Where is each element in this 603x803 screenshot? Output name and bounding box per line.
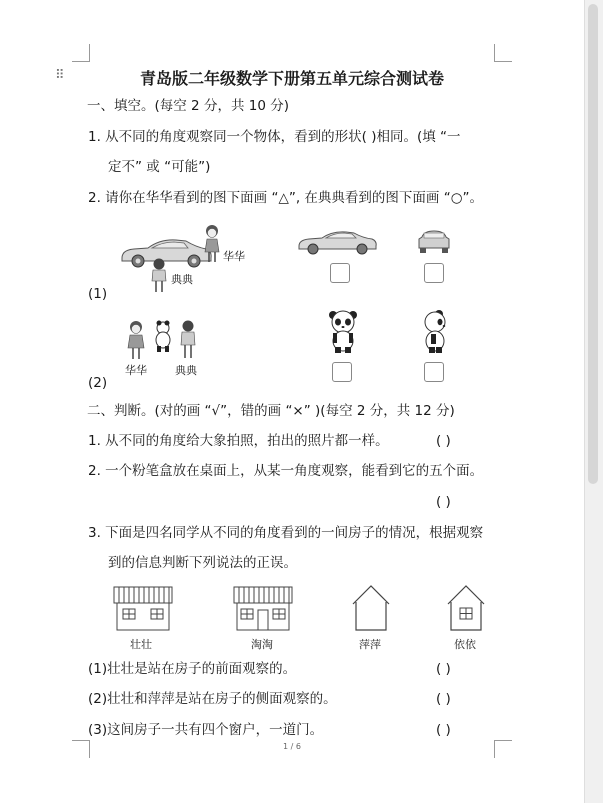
section2-heading: 二、判断。(对的画 “√”，错的画 “×” )(每空 2 分，共 12 分)	[87, 403, 455, 419]
label-huahua-2: 华华	[125, 364, 147, 377]
house-side-view-yiyi	[447, 584, 485, 632]
s2-s2-answer-paren[interactable]: ( )	[436, 691, 451, 707]
answer-box-car-back[interactable]	[424, 263, 444, 283]
label-huahua-1: 华华	[223, 250, 245, 263]
s2-question1: 1. 从不同的角度给大象拍照，拍出的照片都一样。	[88, 433, 389, 449]
house-label-zhuangzhuang: 壮壮	[130, 638, 152, 651]
s2-q2-answer-paren[interactable]: ( )	[436, 494, 451, 510]
s2-question3-line1: 3. 下面是四名同学从不同的角度看到的一间房子的情况，根据观察	[88, 525, 484, 541]
boy-diandian-illustration	[150, 258, 168, 294]
answer-box-panda-side[interactable]	[424, 362, 444, 382]
s2-s1-answer-paren[interactable]: ( )	[436, 661, 451, 677]
s1-question1-line2: 定不” 或 “可能”)	[108, 159, 211, 175]
crop-mark-top-right	[494, 44, 512, 62]
s1-question2: 2. 请你在华华看到的图下面画 “△”, 在典典看到的图下面画 “○”。	[88, 190, 483, 206]
panda-side-view-option	[421, 309, 449, 355]
part1-label: (1)	[88, 286, 108, 302]
answer-box-car-side[interactable]	[330, 263, 350, 283]
label-diandian-1: 典典	[171, 273, 193, 286]
s2-q1-answer-paren[interactable]: ( )	[436, 433, 451, 449]
kids-with-panda-illustration	[124, 318, 200, 362]
s2-question3-line2: 到的信息判断下列说法的正误。	[108, 555, 297, 571]
s2-s3-answer-paren[interactable]: ( )	[436, 722, 451, 738]
page-title: 青岛版二年级数学下册第五单元综合测试卷	[139, 69, 444, 88]
crop-mark-top-left	[72, 44, 90, 62]
s2-question2: 2. 一个粉笔盒放在桌面上，从某一角度观察，能看到它的五个面。	[88, 463, 484, 479]
car-side-view-option	[296, 229, 378, 255]
house-label-pingping: 萍萍	[359, 638, 381, 651]
page-number: 1 / 6	[283, 742, 301, 751]
section1-heading: 一、填空。(每空 2 分，共 10 分)	[87, 98, 289, 114]
house-label-taotao: 淘淘	[251, 638, 273, 651]
s2-statement3: (3)这间房子一共有四个窗户，一道门。	[88, 722, 324, 738]
panda-front-view-option	[327, 309, 359, 355]
label-diandian-2: 典典	[175, 364, 197, 377]
house-front-view-zhuangzhuang	[113, 586, 173, 632]
s1-question1-line1: 1. 从不同的角度观察同一个物体，看到的形状( )相同。(填 “一	[88, 129, 461, 145]
car-back-view-option	[417, 229, 451, 255]
part2-label: (2)	[88, 375, 108, 391]
house-label-yiyi: 依依	[454, 638, 476, 651]
drag-handle-icon[interactable]: ⠿	[55, 68, 65, 83]
house-side-view-pingping	[352, 584, 390, 632]
house-back-view-taotao	[233, 586, 293, 632]
s2-statement1: (1)壮壮是站在房子的前面观察的。	[88, 661, 297, 677]
answer-box-panda-front[interactable]	[332, 362, 352, 382]
girl-huahua-illustration	[202, 224, 222, 264]
scrollbar-thumb[interactable]	[588, 4, 598, 484]
s2-statement2: (2)壮壮和萍萍是站在房子的侧面观察的。	[88, 691, 337, 707]
